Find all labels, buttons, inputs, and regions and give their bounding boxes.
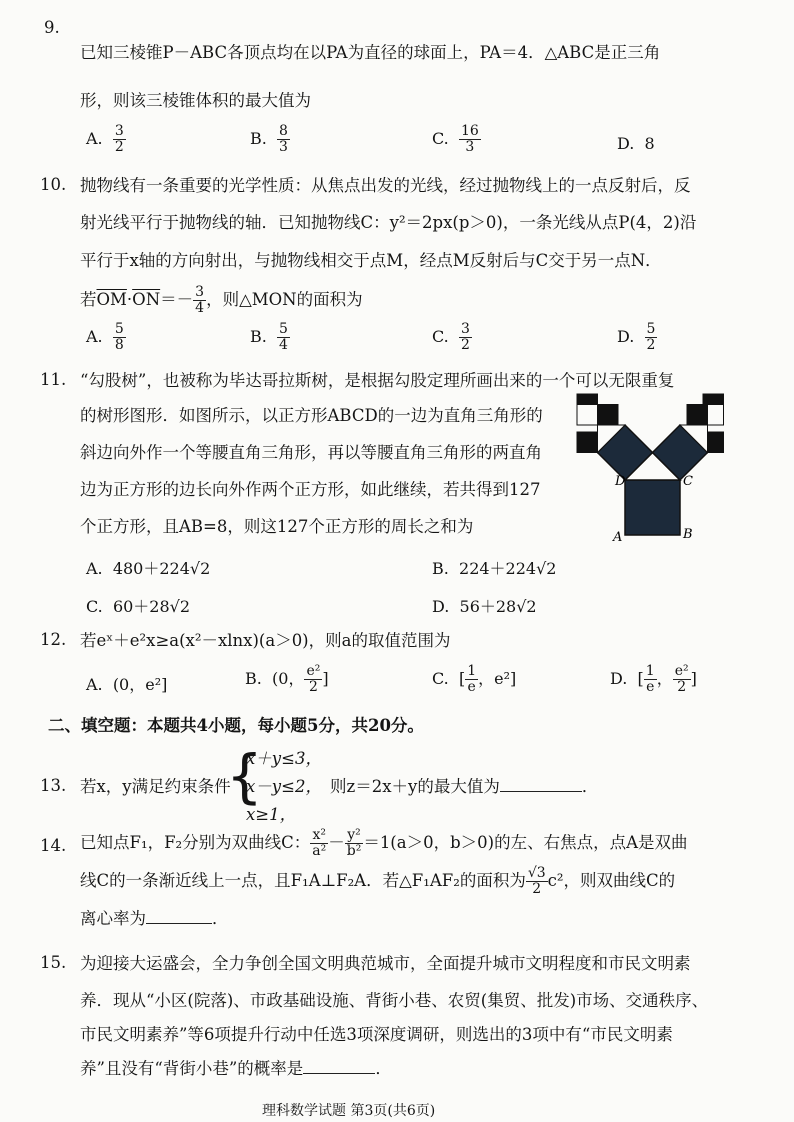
- q12-option-b: B. (0， $\frac{\text{e²}}{2}$ ]: [245, 663, 329, 695]
- q13-answer-blank[interactable]: [500, 791, 582, 792]
- q11-line4: 边为正方形的边长向外作两个正方形，如此继续，若共得到127: [80, 480, 541, 499]
- q12-option-a: A. (0，e²]: [86, 675, 168, 694]
- q11-option-d: D. 56＋28√2: [432, 597, 537, 616]
- q10-line2: 射光线平行于抛物线的轴．已知抛物线C：y²＝2px(p＞0)，一条光线从点P(4，2)沿: [80, 213, 697, 232]
- q14-number: 14.: [40, 836, 67, 855]
- q10-line1: 抛物线有一条重要的光学性质：从焦点出发的光线，经过抛物线上的一点反射后，反: [80, 176, 691, 195]
- q14-answer-blank[interactable]: [146, 923, 212, 924]
- q15-line4: 养”且没有“背街小巷”的概率是 ．: [80, 1059, 392, 1078]
- small-square-1: [577, 432, 598, 453]
- small-square-5: [708, 405, 724, 426]
- q12-option-c: C. [ $\frac{1}{e}$ ，e²]: [432, 663, 517, 695]
- q10-option-a: A. $\frac{5}{8}$: [86, 321, 124, 353]
- section-heading-fill-in: 二、填空题：本题共4小题，每小题5分，共20分。: [48, 716, 424, 735]
- q11-option-a: A. 480＋224√2: [86, 559, 211, 578]
- q14-line1: 已知点F₁，F₂分别为双曲线C： $\frac{\text{x²}}{\text{a²}}$ － $\frac{\text{y²}}{\text{b²}}$ ＝1(a＞0，b＞0)的左、右焦点，点A是双曲: [80, 827, 688, 859]
- q10-option-d: D. $\frac{5}{2}$: [617, 321, 656, 353]
- q9-number: 9.: [44, 18, 60, 37]
- q10-line3: 平行于x轴的方向射出，与抛物线相交于点M，经点M反射后与C交于另一点N．: [80, 251, 662, 270]
- square-abcd: [625, 480, 680, 535]
- q11-number: 11.: [40, 370, 67, 389]
- vector-on: $\overline{ON}$: [132, 290, 161, 309]
- q9-option-a: A. $\frac{3}{2}$: [86, 123, 124, 155]
- q15-answer-blank[interactable]: [303, 1073, 375, 1074]
- q11-line3: 斜边向外作一个等腰直角三角形，再以等腰直角三角形的两直角: [80, 443, 542, 462]
- q11-option-c: C. 60＋28√2: [86, 597, 191, 616]
- q11-line5: 个正方形，且AB=8，则这127个正方形的周长之和为: [80, 517, 474, 536]
- q14-line3: 离心率为 ．: [80, 909, 229, 928]
- q12-number: 12.: [40, 630, 67, 649]
- small-square-4: [687, 405, 708, 426]
- q15-line2: 养．现从“小区(院落)、市政基础设施、背街小巷、农贸(集贸、批发)市场、交通秩序、: [80, 991, 709, 1010]
- label-d: D: [615, 474, 626, 489]
- label-b: B: [683, 527, 693, 542]
- q13-constraint-2: x－y≤2，: [246, 777, 322, 796]
- page-footer: 理科数学试题 第3页(共6页): [262, 1103, 436, 1119]
- q10-option-b: B. $\frac{5}{4}$: [250, 321, 288, 353]
- label-c: C: [683, 474, 693, 489]
- q14-line2: 线C的一条渐近线上一点，且F₁A⊥F₂A．若△F₁AF₂的面积为 $\frac{√3}{2}$ c²，则双曲线C的: [80, 865, 676, 897]
- q10-number: 10.: [40, 175, 67, 194]
- vector-om: $\overline{OM}$: [96, 290, 127, 309]
- q10-line4: 若$\overline{OM}\cdot\overline{ON}=-$ $\frac{3}{4}$ ，则△MON的面积为: [80, 284, 363, 316]
- q15-line1: 为迎接大运盛会，全力争创全国文明典范城市，全面提升城市文明程度和市民文明素: [80, 954, 691, 973]
- q13-number: 13.: [40, 776, 67, 795]
- q15-number: 15.: [40, 953, 67, 972]
- label-a: A: [613, 530, 623, 545]
- q12-option-d: D. [ $\frac{1}{e}$ ， $\frac{\text{e²}}{2}$ ]: [610, 663, 697, 695]
- small-square-6: [708, 432, 724, 453]
- q11-line1: “勾股树”，也被称为毕达哥拉斯树，是根据勾股定理所画出来的一个可以无限重复: [80, 371, 675, 390]
- q13-pre: 若x，y满足约束条件: [80, 777, 231, 796]
- q11-line2: 的树形图形．如图所示，以正方形ABCD的一边为直角三角形的: [80, 406, 543, 425]
- q13-constraint-3: x≥1，: [246, 805, 297, 824]
- q9-option-d: D. 8: [617, 134, 655, 153]
- q9-line1: 已知三棱锥P－ABC各顶点均在以PA为直径的球面上，PA＝4．△ABC是正三角: [80, 43, 661, 62]
- q13-constraint-1: x＋y≤3，: [246, 749, 322, 768]
- q9-option-c: C. $\frac{16}{3}$: [432, 123, 479, 155]
- pythagoras-tree-figure: [575, 392, 725, 547]
- q15-line3: 市民文明素养”等6项提升行动中任选3项深度调研，则选出的3项中有“市民文明素: [80, 1025, 673, 1044]
- small-square-3: [598, 405, 619, 426]
- q13-post: 则z＝2x＋y的最大值为 ．: [330, 777, 599, 796]
- q12-stem: 若eˣ＋e²x≥a(x²－xlnx)(a＞0)，则a的取值范围为: [80, 631, 451, 650]
- q9-option-b: B. $\frac{8}{3}$: [250, 123, 288, 155]
- q11-option-b: B. 224＋224√2: [432, 559, 557, 578]
- small-square-2: [577, 405, 598, 426]
- q10-option-c: C. $\frac{3}{2}$: [432, 321, 470, 353]
- q9-line2: 形，则该三棱锥体积的最大值为: [80, 91, 311, 110]
- brace-icon: {: [226, 742, 263, 810]
